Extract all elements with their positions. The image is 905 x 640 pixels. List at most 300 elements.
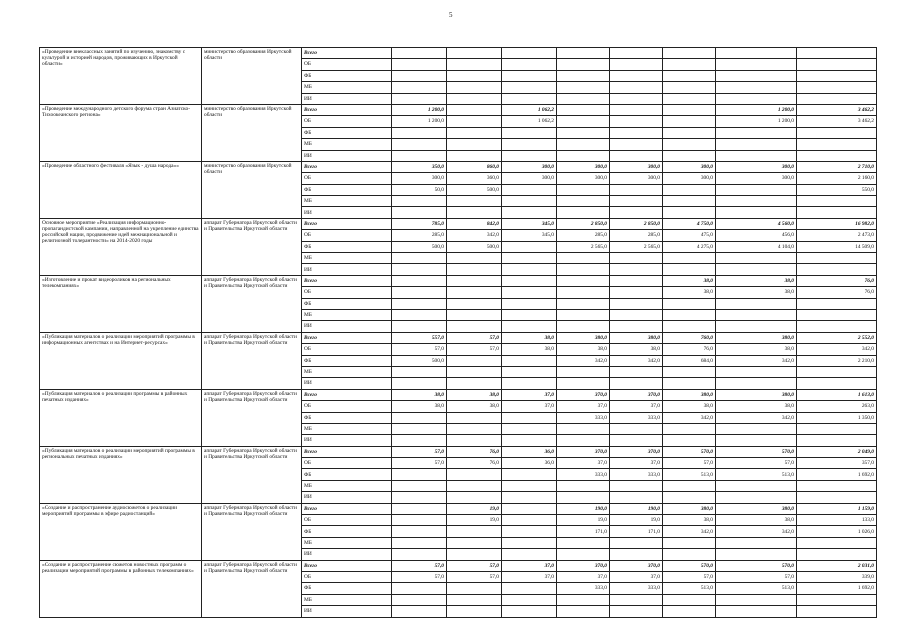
amount-cell xyxy=(797,70,877,81)
amount-cell: 380,0 xyxy=(663,503,716,514)
amount-cell: 339,0 xyxy=(797,571,877,582)
amount-cell xyxy=(610,253,663,264)
amount-cell: 76,0 xyxy=(663,344,716,355)
amount-cell xyxy=(663,207,716,218)
amount-cell: 333,0 xyxy=(557,412,610,423)
amount-cell xyxy=(557,298,610,309)
amount-cell xyxy=(502,549,557,560)
amount-cell xyxy=(502,435,557,446)
amount-cell: 171,0 xyxy=(557,526,610,537)
page-number: 5 xyxy=(449,11,453,19)
table-row xyxy=(40,503,877,514)
executor-cell: министерство образования Иркутской области xyxy=(202,48,302,105)
amount-cell xyxy=(502,606,557,617)
funding-source-cell: ФБ xyxy=(302,412,392,423)
amount-cell: 370,0 xyxy=(557,389,610,400)
amount-cell xyxy=(716,435,797,446)
amount-cell: 133,0 xyxy=(797,515,877,526)
amount-cell: 57,0 xyxy=(392,344,447,355)
amount-cell xyxy=(447,48,502,59)
amount-cell: 380,0 xyxy=(557,332,610,343)
amount-cell: 380,0 xyxy=(716,389,797,400)
amount-cell: 842,0 xyxy=(447,218,502,229)
amount-cell xyxy=(663,127,716,138)
amount-cell: 370,0 xyxy=(610,389,663,400)
funding-source-cell: ОБ xyxy=(302,515,392,526)
funding-source-cell: ИИ xyxy=(302,435,392,446)
table-row xyxy=(40,161,877,172)
amount-cell xyxy=(716,253,797,264)
amount-cell xyxy=(716,492,797,503)
amount-cell xyxy=(392,93,447,104)
amount-cell xyxy=(610,492,663,503)
amount-cell xyxy=(663,150,716,161)
amount-cell: 16 982,0 xyxy=(797,218,877,229)
amount-cell: 342,0 xyxy=(716,526,797,537)
amount-cell: 38,0 xyxy=(392,401,447,412)
amount-cell xyxy=(502,150,557,161)
amount-cell xyxy=(610,309,663,320)
amount-cell xyxy=(392,378,447,389)
budget-table-body xyxy=(40,48,877,618)
amount-cell xyxy=(557,423,610,434)
funding-source-cell: ИИ xyxy=(302,93,392,104)
amount-cell: 370,0 xyxy=(557,446,610,457)
funding-source-cell: ФБ xyxy=(302,355,392,366)
event-name-cell: «Проведение областного фестиваля «Язык - душа народа»» xyxy=(40,161,202,218)
amount-cell: 37,0 xyxy=(502,571,557,582)
amount-cell: 2 210,0 xyxy=(797,355,877,366)
amount-cell xyxy=(392,423,447,434)
amount-cell xyxy=(502,264,557,275)
amount-cell xyxy=(716,93,797,104)
amount-cell: 300,0 xyxy=(610,173,663,184)
amount-cell xyxy=(716,378,797,389)
amount-cell xyxy=(797,537,877,548)
amount-cell xyxy=(797,321,877,332)
amount-cell: 57,0 xyxy=(663,571,716,582)
amount-cell: 570,0 xyxy=(663,560,716,571)
amount-cell xyxy=(557,93,610,104)
amount-cell xyxy=(447,412,502,423)
amount-cell xyxy=(797,606,877,617)
funding-source-cell: ИИ xyxy=(302,264,392,275)
amount-cell xyxy=(557,104,610,115)
amount-cell xyxy=(610,150,663,161)
amount-cell xyxy=(716,480,797,491)
amount-cell xyxy=(716,207,797,218)
amount-cell xyxy=(663,116,716,127)
executor-cell: аппарат Губернатора Иркутской области и Правительства Иркутской области xyxy=(202,332,302,389)
amount-cell: 370,0 xyxy=(610,446,663,457)
funding-source-cell: МБ xyxy=(302,594,392,605)
amount-cell: 500,0 xyxy=(392,241,447,252)
amount-cell: 57,0 xyxy=(716,458,797,469)
amount-cell: 1 613,0 xyxy=(797,389,877,400)
funding-source-cell: МБ xyxy=(302,309,392,320)
amount-cell xyxy=(502,378,557,389)
amount-cell: 1 200,0 xyxy=(716,116,797,127)
amount-cell: 37,0 xyxy=(610,401,663,412)
amount-cell xyxy=(392,492,447,503)
amount-cell: 2 565,0 xyxy=(557,241,610,252)
funding-source-cell: ОБ xyxy=(302,116,392,127)
amount-cell xyxy=(392,469,447,480)
table-row xyxy=(40,446,877,457)
amount-cell xyxy=(447,70,502,81)
amount-cell: 342,0 xyxy=(716,412,797,423)
amount-cell xyxy=(716,139,797,150)
amount-cell xyxy=(557,287,610,298)
amount-cell xyxy=(716,594,797,605)
funding-source-cell: МБ xyxy=(302,139,392,150)
amount-cell xyxy=(716,48,797,59)
amount-cell xyxy=(502,196,557,207)
amount-cell xyxy=(663,309,716,320)
amount-cell xyxy=(557,549,610,560)
table-row xyxy=(40,275,877,286)
amount-cell: 38,0 xyxy=(716,275,797,286)
amount-cell xyxy=(447,480,502,491)
funding-source-cell: ФБ xyxy=(302,298,392,309)
funding-source-cell: Всего xyxy=(302,48,392,59)
amount-cell xyxy=(502,321,557,332)
funding-source-cell: ФБ xyxy=(302,127,392,138)
amount-cell xyxy=(716,264,797,275)
amount-cell: 500,0 xyxy=(447,184,502,195)
amount-cell xyxy=(716,70,797,81)
amount-cell: 19,0 xyxy=(447,503,502,514)
amount-cell xyxy=(716,321,797,332)
amount-cell: 37,0 xyxy=(557,458,610,469)
amount-cell xyxy=(557,82,610,93)
amount-cell xyxy=(797,253,877,264)
amount-cell xyxy=(557,264,610,275)
amount-cell: 342,0 xyxy=(447,230,502,241)
amount-cell: 333,0 xyxy=(610,583,663,594)
amount-cell xyxy=(557,253,610,264)
amount-cell: 3 462,2 xyxy=(797,104,877,115)
amount-cell: 370,0 xyxy=(610,560,663,571)
funding-source-cell: Всего xyxy=(302,446,392,457)
amount-cell: 37,0 xyxy=(557,571,610,582)
amount-cell: 57,0 xyxy=(392,571,447,582)
funding-source-cell: ФБ xyxy=(302,583,392,594)
amount-cell: 38,0 xyxy=(557,344,610,355)
amount-cell xyxy=(797,309,877,320)
amount-cell xyxy=(447,139,502,150)
amount-cell: 37,0 xyxy=(502,560,557,571)
amount-cell xyxy=(447,526,502,537)
amount-cell: 300,0 xyxy=(392,173,447,184)
amount-cell xyxy=(663,366,716,377)
amount-cell xyxy=(716,298,797,309)
amount-cell xyxy=(716,127,797,138)
amount-cell: 345,0 xyxy=(502,218,557,229)
amount-cell: 342,0 xyxy=(663,412,716,423)
amount-cell xyxy=(557,378,610,389)
amount-cell xyxy=(797,127,877,138)
amount-cell xyxy=(502,59,557,70)
funding-source-cell: ИИ xyxy=(302,207,392,218)
amount-cell: 342,0 xyxy=(716,355,797,366)
amount-cell xyxy=(663,298,716,309)
amount-cell xyxy=(447,104,502,115)
amount-cell xyxy=(663,594,716,605)
amount-cell xyxy=(797,366,877,377)
executor-cell: аппарат Губернатора Иркутской области и Правительства Иркутской области xyxy=(202,446,302,503)
amount-cell: 76,0 xyxy=(797,287,877,298)
amount-cell: 300,0 xyxy=(610,161,663,172)
amount-cell: 300,0 xyxy=(716,161,797,172)
amount-cell xyxy=(797,207,877,218)
funding-source-cell: ОБ xyxy=(302,173,392,184)
amount-cell xyxy=(797,480,877,491)
amount-cell xyxy=(610,104,663,115)
amount-cell: 19,0 xyxy=(557,515,610,526)
amount-cell xyxy=(610,275,663,286)
amount-cell: 4 104,0 xyxy=(716,241,797,252)
amount-cell: 360,0 xyxy=(447,173,502,184)
table-row xyxy=(40,332,877,343)
funding-source-cell: ИИ xyxy=(302,150,392,161)
amount-cell: 2 710,0 xyxy=(797,161,877,172)
amount-cell xyxy=(502,48,557,59)
amount-cell: 550,0 xyxy=(797,184,877,195)
amount-cell: 300,0 xyxy=(557,173,610,184)
amount-cell xyxy=(557,275,610,286)
amount-cell: 513,0 xyxy=(716,469,797,480)
funding-source-cell: ИИ xyxy=(302,321,392,332)
funding-source-cell: Всего xyxy=(302,218,392,229)
amount-cell xyxy=(610,48,663,59)
amount-cell xyxy=(557,139,610,150)
amount-cell xyxy=(663,606,716,617)
amount-cell xyxy=(716,366,797,377)
amount-cell xyxy=(447,549,502,560)
amount-cell: 1 026,0 xyxy=(797,526,877,537)
amount-cell xyxy=(447,366,502,377)
amount-cell: 36,0 xyxy=(502,446,557,457)
amount-cell: 37,0 xyxy=(610,458,663,469)
amount-cell xyxy=(797,196,877,207)
amount-cell: 19,0 xyxy=(447,515,502,526)
amount-cell: 38,0 xyxy=(447,389,502,400)
table-row xyxy=(40,560,877,571)
amount-cell xyxy=(610,264,663,275)
amount-cell: 4 275,0 xyxy=(663,241,716,252)
amount-cell: 50,0 xyxy=(392,184,447,195)
amount-cell: 76,0 xyxy=(447,446,502,457)
amount-cell: 4 750,0 xyxy=(663,218,716,229)
amount-cell xyxy=(797,298,877,309)
amount-cell: 2 031,0 xyxy=(797,560,877,571)
executor-cell: министерство образования Иркутской области xyxy=(202,161,302,218)
amount-cell xyxy=(610,70,663,81)
amount-cell xyxy=(610,82,663,93)
amount-cell xyxy=(447,82,502,93)
table-row xyxy=(40,104,877,115)
amount-cell xyxy=(557,48,610,59)
amount-cell: 342,0 xyxy=(663,526,716,537)
amount-cell xyxy=(392,207,447,218)
amount-cell xyxy=(797,594,877,605)
amount-cell: 38,0 xyxy=(716,515,797,526)
table-row xyxy=(40,389,877,400)
executor-cell: аппарат Губернатора Иркутской области и Правительства Иркутской области xyxy=(202,275,302,332)
amount-cell xyxy=(797,59,877,70)
funding-source-cell: ФБ xyxy=(302,241,392,252)
amount-cell: 57,0 xyxy=(716,571,797,582)
funding-source-cell: ФБ xyxy=(302,70,392,81)
amount-cell xyxy=(797,48,877,59)
amount-cell: 38,0 xyxy=(663,287,716,298)
amount-cell: 57,0 xyxy=(392,458,447,469)
amount-cell xyxy=(502,537,557,548)
amount-cell xyxy=(557,606,610,617)
amount-cell xyxy=(392,366,447,377)
amount-cell xyxy=(392,309,447,320)
amount-cell xyxy=(392,537,447,548)
amount-cell xyxy=(663,537,716,548)
amount-cell xyxy=(797,549,877,560)
amount-cell xyxy=(716,549,797,560)
amount-cell xyxy=(557,127,610,138)
amount-cell: 36,0 xyxy=(502,458,557,469)
funding-source-cell: МБ xyxy=(302,480,392,491)
amount-cell: 300,0 xyxy=(557,161,610,172)
amount-cell xyxy=(447,275,502,286)
amount-cell xyxy=(447,594,502,605)
funding-source-cell: ИИ xyxy=(302,492,392,503)
amount-cell xyxy=(610,537,663,548)
amount-cell: 760,0 xyxy=(663,332,716,343)
funding-source-cell: ИИ xyxy=(302,549,392,560)
amount-cell: 557,0 xyxy=(392,332,447,343)
table-row xyxy=(40,48,877,59)
amount-cell: 500,0 xyxy=(447,241,502,252)
amount-cell: 38,0 xyxy=(716,287,797,298)
amount-cell: 2 473,0 xyxy=(797,230,877,241)
amount-cell: 57,0 xyxy=(447,332,502,343)
amount-cell xyxy=(716,196,797,207)
amount-cell xyxy=(447,116,502,127)
amount-cell xyxy=(392,82,447,93)
amount-cell xyxy=(610,184,663,195)
amount-cell xyxy=(716,184,797,195)
event-name-cell: «Проведение международного детского форума стран Азиатско-Тихоокеанского региона» xyxy=(40,104,202,161)
amount-cell: 19,0 xyxy=(610,515,663,526)
funding-source-cell: МБ xyxy=(302,366,392,377)
amount-cell: 785,0 xyxy=(392,218,447,229)
amount-cell xyxy=(447,127,502,138)
executor-cell: аппарат Губернатора Иркутской области и Правительства Иркутской области xyxy=(202,389,302,446)
amount-cell: 475,0 xyxy=(663,230,716,241)
amount-cell xyxy=(797,423,877,434)
amount-cell xyxy=(610,480,663,491)
amount-cell xyxy=(447,196,502,207)
amount-cell: 190,0 xyxy=(610,503,663,514)
amount-cell: 570,0 xyxy=(663,446,716,457)
amount-cell: 37,0 xyxy=(557,401,610,412)
amount-cell: 342,0 xyxy=(797,344,877,355)
amount-cell: 1 200,0 xyxy=(716,104,797,115)
amount-cell: 1 062,2 xyxy=(502,104,557,115)
amount-cell xyxy=(663,70,716,81)
amount-cell: 263,0 xyxy=(797,401,877,412)
amount-cell xyxy=(610,93,663,104)
amount-cell xyxy=(392,150,447,161)
amount-cell xyxy=(610,298,663,309)
funding-source-cell: ОБ xyxy=(302,458,392,469)
amount-cell xyxy=(663,196,716,207)
amount-cell xyxy=(610,321,663,332)
amount-cell xyxy=(557,492,610,503)
amount-cell: 285,0 xyxy=(392,230,447,241)
amount-cell: 357,0 xyxy=(797,458,877,469)
amount-cell xyxy=(502,139,557,150)
funding-source-cell: ФБ xyxy=(302,469,392,480)
amount-cell xyxy=(663,48,716,59)
amount-cell: 2 552,0 xyxy=(797,332,877,343)
amount-cell: 380,0 xyxy=(716,332,797,343)
amount-cell xyxy=(610,549,663,560)
funding-source-cell: Всего xyxy=(302,104,392,115)
executor-cell: министерство образования Иркутской области xyxy=(202,104,302,161)
amount-cell xyxy=(663,321,716,332)
amount-cell: 300,0 xyxy=(663,161,716,172)
amount-cell xyxy=(502,355,557,366)
amount-cell xyxy=(716,423,797,434)
amount-cell xyxy=(447,606,502,617)
amount-cell xyxy=(502,127,557,138)
amount-cell: 513,0 xyxy=(663,583,716,594)
amount-cell xyxy=(797,93,877,104)
amount-cell: 300,0 xyxy=(502,173,557,184)
amount-cell xyxy=(502,503,557,514)
amount-cell xyxy=(502,253,557,264)
amount-cell xyxy=(502,184,557,195)
budget-table xyxy=(39,47,877,618)
amount-cell: 1 692,0 xyxy=(797,583,877,594)
amount-cell xyxy=(716,59,797,70)
amount-cell: 1 062,2 xyxy=(502,116,557,127)
amount-cell xyxy=(392,298,447,309)
amount-cell: 333,0 xyxy=(557,583,610,594)
funding-source-cell: Всего xyxy=(302,503,392,514)
amount-cell: 333,0 xyxy=(557,469,610,480)
amount-cell xyxy=(502,309,557,320)
amount-cell: 57,0 xyxy=(447,560,502,571)
amount-cell xyxy=(797,492,877,503)
amount-cell xyxy=(502,469,557,480)
amount-cell xyxy=(502,241,557,252)
amount-cell xyxy=(557,480,610,491)
amount-cell: 380,0 xyxy=(610,332,663,343)
amount-cell: 2 850,0 xyxy=(557,218,610,229)
amount-cell: 1 200,0 xyxy=(392,116,447,127)
amount-cell xyxy=(392,583,447,594)
amount-cell xyxy=(392,515,447,526)
amount-cell xyxy=(502,412,557,423)
amount-cell: 285,0 xyxy=(610,230,663,241)
amount-cell xyxy=(557,594,610,605)
amount-cell xyxy=(797,139,877,150)
amount-cell xyxy=(557,435,610,446)
amount-cell xyxy=(557,150,610,161)
amount-cell xyxy=(447,264,502,275)
amount-cell: 1 350,0 xyxy=(797,412,877,423)
